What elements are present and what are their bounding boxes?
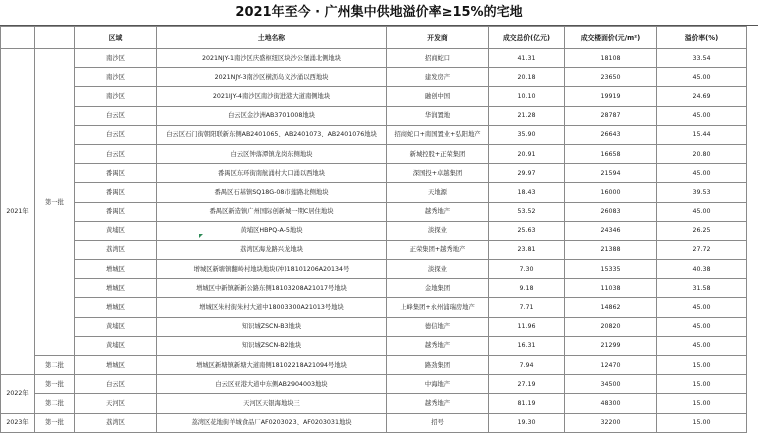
year-cell: 2022年 [1,375,35,413]
developer-cell: 正荣集团+越秀地产 [387,240,489,259]
table-row [1,336,747,355]
header-batch [35,27,75,49]
district-cell: 南沙区 [75,68,157,87]
district-cell: 番禺区 [75,164,157,183]
table-row [1,298,747,317]
floor-price-cell: 21594 [565,164,657,183]
floor-price-cell: 15335 [565,260,657,279]
premium-cell: 15.00 [657,413,747,432]
floor-price-cell: 18108 [565,49,657,68]
table-row [1,202,747,221]
premium-cell: 45.00 [657,298,747,317]
developer-cell: 越秀地产 [387,394,489,413]
premium-cell: 45.00 [657,317,747,336]
total-cell: 7.94 [489,356,565,375]
floor-price-cell: 12470 [565,356,657,375]
developer-cell: 中海地产 [387,375,489,394]
premium-cell: 26.25 [657,221,747,240]
developer-cell: 融创中国 [387,87,489,106]
header-year [1,27,35,49]
total-cell: 7.30 [489,260,565,279]
district-cell: 荔湾区 [75,240,157,259]
table-row [1,49,747,68]
floor-price-cell: 48300 [565,394,657,413]
district-cell: 增城区 [75,279,157,298]
district-cell: 白云区 [75,144,157,163]
premium-cell: 45.00 [657,106,747,125]
table-row [1,68,747,87]
premium-cell: 33.54 [657,49,747,68]
table-row [1,164,747,183]
batch-cell: 第二批 [35,394,75,413]
floor-price-cell: 34500 [565,375,657,394]
floor-price-cell: 26083 [565,202,657,221]
district-cell: 增城区 [75,356,157,375]
developer-cell: 金地集团 [387,279,489,298]
table-row [1,87,747,106]
header-district: 区域 [75,27,157,49]
total-cell: 10.10 [489,87,565,106]
land-cell: 增城区新塘镇新塘大道南侧18102218A21094号地块 [157,356,387,375]
district-cell: 白云区 [75,125,157,144]
land-cell: 黄埔区HBPQ-A-5地块 [157,221,387,240]
district-cell: 天河区 [75,394,157,413]
district-cell: 白云区 [75,375,157,394]
total-cell: 29.97 [489,164,565,183]
land-cell: 番禺区新造镇广州国际创新城一期C居住地块 [157,202,387,221]
floor-price-cell: 16658 [565,144,657,163]
developer-cell: 上峰集团+永州浦瑞房地产 [387,298,489,317]
table-row [1,183,747,202]
table-row [1,144,747,163]
district-cell: 荔湾区 [75,413,157,432]
total-cell: 18.43 [489,183,565,202]
land-cell: 增城区朱村街朱村大道中18003300A21013号地块 [157,298,387,317]
batch-cell: 第二批 [35,356,75,375]
developer-cell: 招号 [387,413,489,432]
floor-price-cell: 24346 [565,221,657,240]
floor-price-cell: 19919 [565,87,657,106]
table-row [1,279,747,298]
table-row [1,317,747,336]
premium-cell: 15.00 [657,356,747,375]
land-cell: 番禺区东环街南航涌村大口涌以西地块 [157,164,387,183]
land-cell: 荔湾区花地街羊城食品厂AF0203023、AF0203031地块 [157,413,387,432]
total-cell: 20.91 [489,144,565,163]
total-cell: 21.28 [489,106,565,125]
land-cell: 白云区亚港大道中东侧AB2904003地块 [157,375,387,394]
developer-cell: 淡探业 [387,260,489,279]
floor-price-cell: 32200 [565,413,657,432]
total-cell: 11.96 [489,317,565,336]
batch-cell: 第一批 [35,49,75,356]
comment-marker-icon [199,234,203,238]
premium-cell: 27.72 [657,240,747,259]
developer-cell: 建发房产 [387,68,489,87]
total-cell: 41.31 [489,49,565,68]
floor-price-cell: 23650 [565,68,657,87]
floor-price-cell: 21388 [565,240,657,259]
floor-price-cell: 14862 [565,298,657,317]
developer-cell: 越秀地产 [387,336,489,355]
table-row [1,375,747,394]
premium-cell: 45.00 [657,68,747,87]
header-premium: 溢价率(%) [657,27,747,49]
land-cell: 白云区金沙洲AB3701008地块 [157,106,387,125]
premium-cell: 45.00 [657,164,747,183]
total-cell: 23.81 [489,240,565,259]
total-cell: 20.18 [489,68,565,87]
land-cell: 增城区新塘镇翻岭村地块地块(冲)18101206A20134号 [157,260,387,279]
developer-cell: 越秀地产 [387,202,489,221]
premium-cell: 20.80 [657,144,747,163]
floor-price-cell: 21299 [565,336,657,355]
total-cell: 16.31 [489,336,565,355]
header-total: 成交总价(亿元) [489,27,565,49]
total-cell: 19.30 [489,413,565,432]
premium-cell: 45.00 [657,336,747,355]
header-land: 土地名称 [157,27,387,49]
land-cell: 增城区中新镇新新公路东侧18103208A21017号地块 [157,279,387,298]
premium-cell: 40.38 [657,260,747,279]
district-cell: 番禺区 [75,183,157,202]
premium-cell: 31.58 [657,279,747,298]
developer-cell: 深国投+卓越集团 [387,164,489,183]
district-cell: 增城区 [75,298,157,317]
floor-price-cell: 28787 [565,106,657,125]
table-row [1,394,747,413]
premium-cell: 15.44 [657,125,747,144]
table-row [1,413,747,432]
total-cell: 53.52 [489,202,565,221]
table-row [1,221,747,240]
total-cell: 27.19 [489,375,565,394]
developer-cell: 路劲集团 [387,356,489,375]
land-cell: 2021IJY-4南沙区南沙街进港大道南侧地块 [157,87,387,106]
land-cell: 2021NJY-1南沙区庆盛枢纽区块沙公堡涌北侧地块 [157,49,387,68]
year-cell: 2023年 [1,413,35,432]
total-cell: 9.18 [489,279,565,298]
batch-cell: 第一批 [35,413,75,432]
header-floor-price: 成交楼面价(元/m²) [565,27,657,49]
table-row [1,240,747,259]
total-cell: 81.19 [489,394,565,413]
land-cell: 2021NJY-3南沙区横沥岛义沙涌以西地块 [157,68,387,87]
premium-cell: 15.00 [657,375,747,394]
table-row [1,260,747,279]
district-cell: 南沙区 [75,49,157,68]
land-cell: 知识城ZSCN-B3地块 [157,317,387,336]
land-cell: 荔湾区海龙路兴龙地块 [157,240,387,259]
total-cell: 25.63 [489,221,565,240]
year-cell: 2021年 [1,49,35,375]
district-cell: 黄埔区 [75,221,157,240]
batch-cell: 第一批 [35,375,75,394]
developer-cell: 华润置地 [387,106,489,125]
district-cell: 南沙区 [75,87,157,106]
land-cell: 番禺区石基镇SQ18G-08市莲路北侧地块 [157,183,387,202]
header-row [1,27,747,49]
land-cell: 知识城ZSCN-B2地块 [157,336,387,355]
district-cell: 黄埔区 [75,336,157,355]
district-cell: 增城区 [75,260,157,279]
premium-cell: 45.00 [657,202,747,221]
developer-cell: 天地源 [387,183,489,202]
floor-price-cell: 16000 [565,183,657,202]
land-cell: 白云区钟落潭镇龙岗东侧地块 [157,144,387,163]
premium-cell: 39.53 [657,183,747,202]
developer-cell: 淡探业 [387,221,489,240]
total-cell: 35.90 [489,125,565,144]
page-title: 2021年至今 · 广州集中供地溢价率≥15%的宅地 [0,0,758,26]
district-cell: 白云区 [75,106,157,125]
developer-cell: 德信地产 [387,317,489,336]
table-row [1,125,747,144]
district-cell: 黄埔区 [75,317,157,336]
floor-price-cell: 11038 [565,279,657,298]
sheet-edge-divider [746,26,747,422]
floor-price-cell: 20820 [565,317,657,336]
total-cell: 7.71 [489,298,565,317]
floor-price-cell: 26643 [565,125,657,144]
premium-cell: 15.00 [657,394,747,413]
developer-cell: 新城控股+正荣集团 [387,144,489,163]
premium-cell: 24.69 [657,87,747,106]
land-cell: 白云区石门街朝阳联新东侧AB2401065、AB2401073、AB2401076地块 [157,125,387,144]
developer-cell: 招商蛇口 [387,49,489,68]
header-developer: 开发商 [387,27,489,49]
land-cell: 天河区天银海地块三 [157,394,387,413]
table-row [1,106,747,125]
land-table [0,26,747,433]
developer-cell: 招商蛇口+南国置业+弘阳地产 [387,125,489,144]
district-cell: 番禺区 [75,202,157,221]
table-row [1,356,747,375]
